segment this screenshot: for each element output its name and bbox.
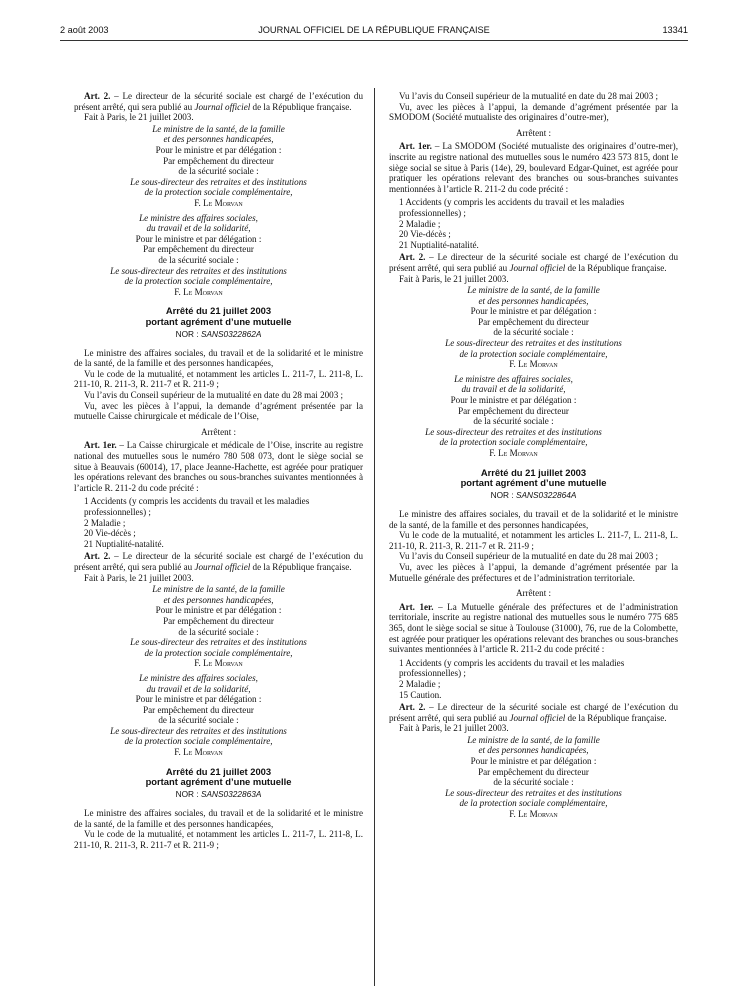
sous-directeur-line1: Le sous-directeur des retraites et des institutions [130,637,307,648]
signature-block [34,213,363,298]
minister-health-line2: et des personnes handicapées, [163,594,274,605]
sous-directeur-line1: Le sous-directeur des retraites et des institutions [110,265,287,276]
delegation-line: Pour le ministre et par délégation : [135,233,262,244]
sous-directeur-line2: de la protection sociale complémentaire, [459,348,608,359]
delegation-line: Pour le ministre et par délégation : [470,756,597,767]
signatory-name: F. Le Morvan [509,809,558,820]
list-item: 1 Accidents (y compris les accidents du travail et les maladies professionnelles) ; [399,657,625,679]
nor-reference: NOR : SANS0322862A [175,329,262,340]
minister-social-line1: Le ministre des affaires sociales, [139,212,258,223]
list-item: 2 Maladie ; [399,678,441,689]
vu-demande: Vu, avec les pièces à l’appui, la demande d’agrément présentée par la SMODOM (Société mutualiste des originaires d’outre-mer), [389,101,678,123]
left-column [74,91,363,850]
article-2: Art. 2. – Le directeur de la sécurité sociale est chargé de l’exécution du présent arrêté, qui sera publié au Journal officiel de la République française. [389,252,678,273]
delegation-line: Pour le ministre et par délégation : [155,605,282,616]
preamble-ministers: Le ministre des affaires sociales, du travail et de la solidarité et le ministre de la santé, de la famille et des personnes handicapées, [74,808,363,829]
nor-reference: NOR : SANS0322863A [175,789,262,800]
delegation-line: Pour le ministre et par délégation : [135,694,262,705]
article-1: Art. 1er. – La SMODOM (Société mutualiste des originaires d’outre-mer), inscrite au registre national des mutuelles sous le numéro 423 573 815, dont le siège social se situe à Paris (14e), 29, boulevard Edgar-Quinet, est agréée pour pratiquer les opérations relevant des branches ou sous-branches suivantes mentionnées à l’article R. 211-2 du code précité : [389,141,678,194]
signature-block [74,124,363,209]
preamble-ministers: Le ministre des affaires sociales, du travail et de la solidarité et le ministre de la santé, de la famille et des personnes handicapées, [74,347,363,369]
sous-directeur-line2: de la protection sociale complémentaire, [144,647,293,658]
article-2: Art. 2. – Le directeur de la sécurité sociale est chargé de l’exécution du présent arrêté, qui sera publié au Journal officiel de la République française. [74,551,363,572]
delegation-line: Pour le ministre et par délégation : [470,306,597,317]
page-number: 13341 [662,25,688,35]
journal-title: JOURNAL OFFICIEL DE LA RÉPUBLIQUE FRANÇAISE [258,25,490,35]
arretent: Arrêtent : [515,588,552,599]
empechement-line1: Par empêchement du directeur [163,155,274,166]
article-1: Art. 1er. – La Mutuelle générale des préfectures et de l’administration territoriale, inscrite au registre national des mutuelles sous le numéro 775 685 365, dont le siège social se situe à Toulouse (31000), 76, rue de la Colombette, est agréée pour pratiquer les opérations relevant des branches ou sous-branches suivantes mentionnées à l’article R. 211-2 du code précité : [389,601,678,655]
signatory-name: F. Le Morvan [194,197,243,208]
sous-directeur-line1: Le sous-directeur des retraites et des institutions [130,176,307,187]
sous-directeur-line2: de la protection sociale complémentaire, [144,187,293,198]
minister-health-line2: et des personnes handicapées, [163,134,274,145]
sous-directeur-line1: Le sous-directeur des retraites et des institutions [110,725,287,736]
empechement-line2: de la sécurité sociale : [493,777,574,788]
empechement-line2: de la sécurité sociale : [178,626,259,637]
branch-list [74,496,363,549]
list-item: 1 Accidents (y compris les accidents du travail et les maladies professionnelles) ; [399,197,625,218]
list-item: 1 Accidents (y compris les accidents du travail et les maladies professionnelles) ; [84,496,310,517]
vu-avis: Vu l’avis du Conseil supérieur de la mutualité en date du 28 mai 2003 ; [399,91,659,101]
minister-social-line2: du travail et de la solidarité, [146,683,251,694]
signatory-name: F. Le Morvan [194,658,243,669]
arretent: Arrêtent : [200,426,237,437]
empechement-line2: de la sécurité sociale : [178,166,259,177]
empechement-line1: Par empêchement du directeur [458,405,569,416]
vu-demande: Vu, avec les pièces à l’appui, la demande d’agrément présentée par la mutuelle Caisse chirurgicale et médicale de l’Oise, [74,400,363,422]
fait-a-paris: Fait à Paris, le 21 juillet 2003. [399,723,509,734]
right-column [389,91,678,824]
signatory-name: F. Le Morvan [509,359,558,370]
column-divider [374,88,375,986]
empechement-line2: de la sécurité sociale : [473,416,554,427]
empechement-line1: Par empêchement du directeur [163,615,274,626]
arretent: Arrêtent : [515,127,552,138]
list-item: 21 Nuptialité-natalité. [84,538,164,549]
signatory-name: F. Le Morvan [489,448,538,458]
minister-health-line2: et des personnes handicapées, [478,745,589,756]
sous-directeur-line1: Le sous-directeur des retraites et des institutions [425,426,602,437]
sous-directeur-line2: de la protection sociale complémentaire, [124,736,273,747]
delegation-line: Pour le ministre et par délégation : [155,144,282,155]
vu-avis: Vu l’avis du Conseil supérieur de la mutualité en date du 28 mai 2003 ; [399,551,659,562]
minister-health-line2: et des personnes handicapées, [478,295,589,306]
minister-social-line1: Le ministre des affaires sociales, [454,373,573,384]
decree-subtitle: portant agrément d’une mutuelle [460,477,607,488]
minister-health-line1: Le ministre de la santé, de la famille [467,285,600,296]
article-2: Art. 2. – Le directeur de la sécurité sociale est chargé de l’exécution du présent arrêté, qui sera publié au Journal officiel de la République française. [389,702,678,723]
signature-block [34,673,363,758]
minister-health-line1: Le ministre de la santé, de la famille [152,123,285,134]
empechement-line2: de la sécurité sociale : [158,715,239,726]
list-item: 21 Nuptialité-natalité. [399,239,479,250]
sous-directeur-line2: de la protection sociale complémentaire, [124,276,273,287]
minister-health-line1: Le ministre de la santé, de la famille [152,584,285,595]
fait-a-paris: Fait à Paris, le 21 juillet 2003. [399,273,509,284]
list-item: 2 Maladie ; [84,517,126,528]
delegation-line: Pour le ministre et par délégation : [450,395,577,406]
signatory-name: F. Le Morvan [174,747,223,758]
vu-code: Vu le code de la mutualité, et notamment les articles L. 211-7, L. 211-8, L. 211-10, R. 211-3, R. 211-7 et R. 211-9 ; [74,829,363,850]
list-item: 20 Vie-décès ; [399,229,451,240]
vu-code: Vu le code de la mutualité, et notamment les articles L. 211-7, L. 211-8, L. 211-10, R. 211-3, R. 211-7 et R. 211-9 ; [389,530,678,551]
decree-subtitle: portant agrément d’une mutuelle [145,315,292,327]
decree-title: Arrêté du 21 juillet 2003 [480,466,587,478]
empechement-line1: Par empêchement du directeur [143,244,254,255]
signature-block [389,735,678,820]
branch-list [389,658,678,700]
minister-health-line1: Le ministre de la santé, de la famille [467,734,600,745]
signature-block [349,374,678,459]
nor-reference: NOR : SANS0322864A [490,490,577,501]
minister-social-line2: du travail et de la solidarité, [146,223,251,234]
sous-directeur-line1: Le sous-directeur des retraites et des institutions [445,338,622,349]
list-item: 2 Maladie ; [399,218,441,229]
page-header [60,23,688,37]
sous-directeur-line2: de la protection sociale complémentaire, [459,798,608,809]
list-item: 15 Caution. [399,689,442,700]
vu-demande: Vu, avec les pièces à l’appui, la demande d’agrément présentée par la Mutuelle générale des préfectures et de l’administration territoriale. [389,561,678,583]
header-date: 2 août 2003 [60,25,109,35]
article-2: Art. 2. – Le directeur de la sécurité sociale est chargé de l’exécution du présent arrêté, qui sera publié au Journal officiel de la République française. [74,91,363,112]
empechement-line2: de la sécurité sociale : [158,254,239,265]
minister-social-line1: Le ministre des affaires sociales, [139,672,258,683]
sous-directeur-line2: de la protection sociale complémentaire, [439,437,588,448]
decree-subtitle: portant agrément d’une mutuelle [145,776,292,788]
signature-block [389,285,678,370]
decree-title: Arrêté du 21 juillet 2003 [165,765,272,777]
empechement-line1: Par empêchement du directeur [143,704,254,715]
vu-code: Vu le code de la mutualité, et notamment les articles L. 211-7, L. 211-8, L. 211-10, R. 211-3, R. 211-7 et R. 211-9 ; [74,368,363,390]
preamble-ministers: Le ministre des affaires sociales, du travail et de la solidarité et le ministre de la santé, de la famille et des personnes handicapées, [389,509,678,530]
decree-title: Arrêté du 21 juillet 2003 [165,305,272,317]
signature-block [74,584,363,669]
vu-avis: Vu l’avis du Conseil supérieur de la mutualité en date du 28 mai 2003 ; [84,390,344,401]
empechement-line1: Par empêchement du directeur [478,766,589,777]
empechement-line2: de la sécurité sociale : [493,327,574,338]
list-item: 20 Vie-décès ; [84,528,136,539]
article-1: Art. 1er. – La Caisse chirurgicale et médicale de l’Oise, inscrite au registre national des mutuelles sous le numéro 780 508 073, dont le siège social se situe à Beauvais (60014), 17, place Jeanne-Hachette, est agréée pour pratiquer les opérations relevant des branches ou sous-branches suivantes mentionnées à l’article R. 211-2 du code précité : [74,440,363,493]
empechement-line1: Par empêchement du directeur [478,316,589,327]
signatory-name: F. Le Morvan [174,286,223,297]
minister-social-line2: du travail et de la solidarité, [461,384,566,395]
branch-list [389,197,678,250]
header-rule [60,40,688,41]
sous-directeur-line1: Le sous-directeur des retraites et des institutions [445,787,622,798]
fait-a-paris: Fait à Paris, le 21 juillet 2003. [84,112,194,123]
fait-a-paris: Fait à Paris, le 21 juillet 2003. [84,572,194,583]
